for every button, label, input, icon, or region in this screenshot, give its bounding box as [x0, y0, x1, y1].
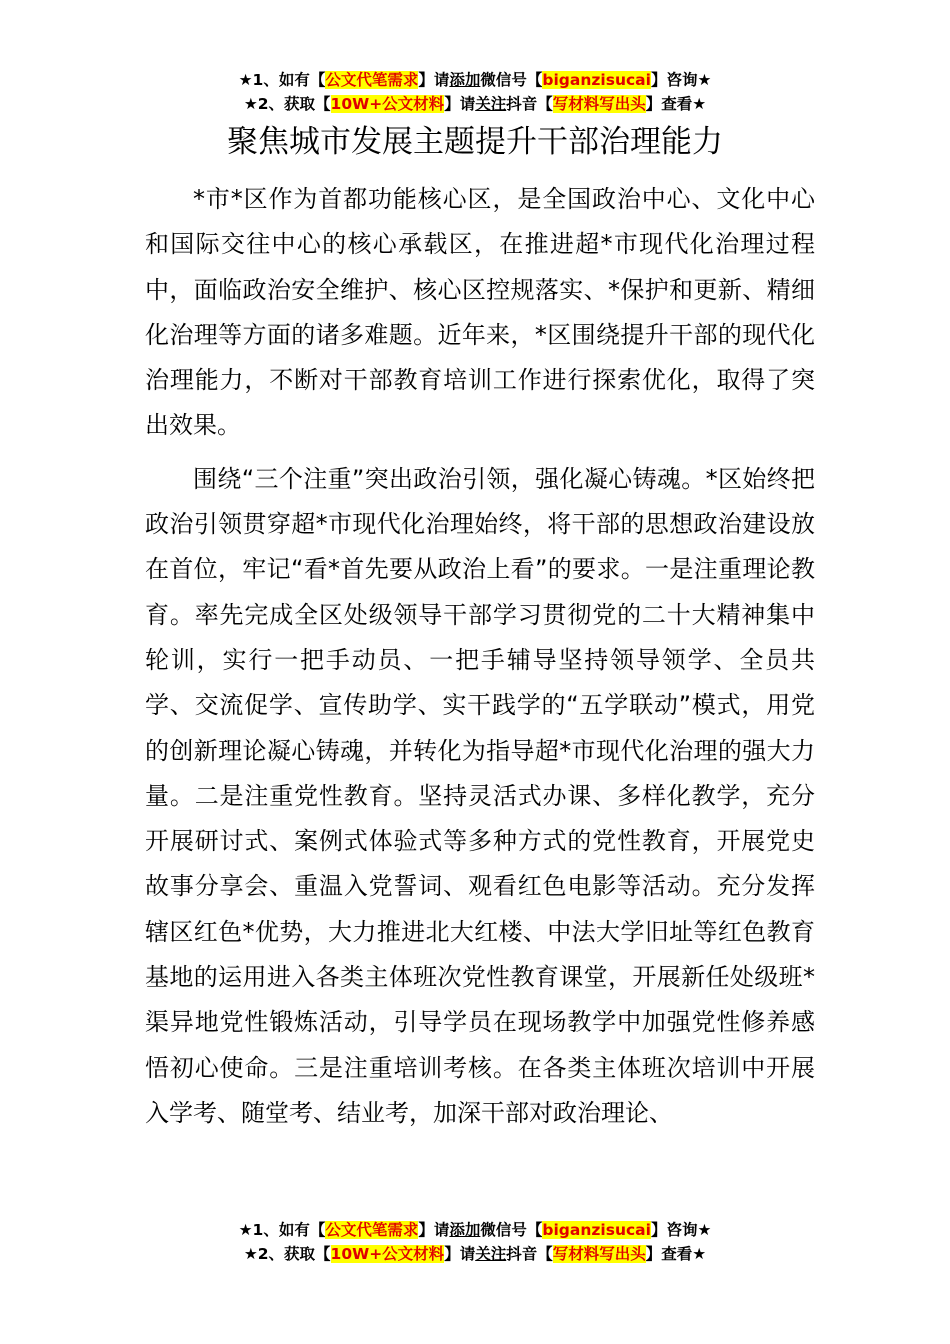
- banner-text: 】请: [444, 95, 476, 113]
- banner-underline: 添加: [449, 1221, 481, 1239]
- wechat-id: biganzisucai: [542, 1221, 651, 1239]
- footer-banner: [0, 1218, 950, 1266]
- banner-text: 微信号【: [480, 1221, 543, 1239]
- banner-highlight: 公文代笔需求: [325, 1221, 419, 1239]
- banner-text: 】咨询★: [650, 71, 712, 89]
- paragraph-1: *市*区作为首都功能核心区，是全国政治中心、文化中心和国际交往中心的核心承载区，在推进超*市现代化治理过程中，面临政治安全维护、核心区控规落实、*保护和更新、精细化治理等方面的诸多难题。近年来，*区围绕提升干部的现代化治理能力，不断对干部教育培训工作进行探索优化，取得了突出效果。: [145, 185, 815, 440]
- banner-underline: 关注: [475, 95, 507, 113]
- banner-text: 抖音【: [506, 95, 553, 113]
- douyin-account: 写材料写出头: [552, 95, 646, 113]
- banner-text: 】请: [418, 1221, 450, 1239]
- banner-text: 】请: [418, 71, 450, 89]
- banner-highlight: 10W+公文材料: [330, 1245, 445, 1263]
- banner-text: ★1、如有【: [238, 71, 326, 89]
- banner-line-2: [0, 92, 950, 116]
- document-body: [145, 177, 815, 1136]
- header-banner: [0, 68, 950, 116]
- banner-text: 】查看★: [645, 1245, 707, 1263]
- banner-text: 】请: [444, 1245, 476, 1263]
- banner-underline: 添加: [449, 71, 481, 89]
- banner-line-2: [0, 1242, 950, 1266]
- banner-text: ★1、如有【: [238, 1221, 326, 1239]
- banner-text: 】查看★: [645, 95, 707, 113]
- banner-text: 微信号【: [480, 71, 543, 89]
- banner-line-1: [0, 68, 950, 92]
- banner-highlight: 公文代笔需求: [325, 71, 419, 89]
- banner-highlight: 10W+公文材料: [330, 95, 445, 113]
- banner-text: 抖音【: [506, 1245, 553, 1263]
- douyin-account: 写材料写出头: [552, 1245, 646, 1263]
- banner-text: 】咨询★: [650, 1221, 712, 1239]
- wechat-id: biganzisucai: [542, 71, 651, 89]
- document-title: 聚焦城市发展主题提升干部治理能力: [227, 124, 723, 160]
- banner-line-1: [0, 1218, 950, 1242]
- paragraph-2: 围绕“三个注重”突出政治引领，强化凝心铸魂。*区始终把政治引领贯穿超*市现代化治理始终，将干部的思想政治建设放在首位，牢记“看*首先要从政治上看”的要求。一是注重理论教育。率先完成全区处级领导干部学习贯彻党的二十大精神集中轮训，实行一把手动员、一把手辅导坚持领导领学、全员共学、交流促学、宣传助学、实干践学的“五学联动”模式，用党的创新理论凝心铸魂，并转化为指导超*市现代化治理的强大力量。二是注重党性教育。坚持灵活式办课、多样化教学，充分开展研讨式、案例式体验式等多种方式的党性教育，开展党史故事分享会、重温入党誓词、观看红色电影等活动。充分发挥辖区红色*优势，大力推进北大红楼、中法大学旧址等红色教育基地的运用进入各类主体班次党性教育课堂，开展新任处级班*渠异地党性锻炼活动，引导学员在现场教学中加强党性修养感悟初心使命。三是注重培训考核。在各类主体班次培训中开展入学考、随堂考、结业考，加深干部对政治理论、: [145, 464, 815, 1127]
- banner-text: ★2、获取【: [243, 95, 331, 113]
- banner-underline: 关注: [475, 1245, 507, 1263]
- banner-text: ★2、获取【: [243, 1245, 331, 1263]
